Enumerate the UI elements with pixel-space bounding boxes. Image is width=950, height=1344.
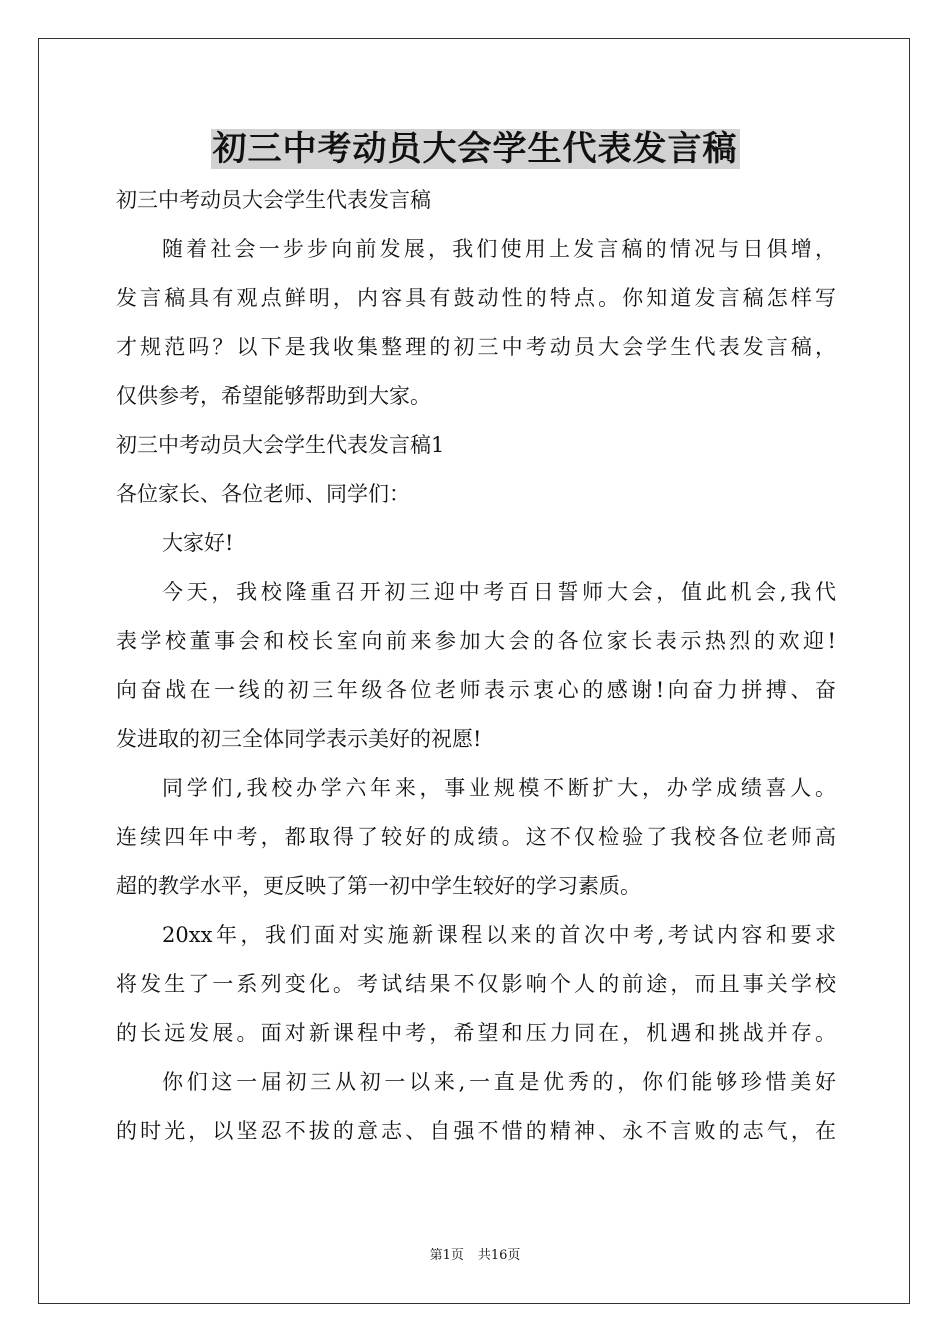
page-number: 第1页 <box>429 1248 464 1263</box>
paragraph-line: 表学校董事会和校长室向前来参加大会的各位家长表示热烈的欢迎! <box>116 629 836 653</box>
subtitle-line: 初三中考动员大会学生代表发言稿 <box>116 188 431 212</box>
paragraph-line: 连续四年中考，都取得了较好的成绩。这不仅检验了我校各位老师高 <box>116 825 836 849</box>
paragraph-line: 仅供参考，希望能够帮助到大家。 <box>116 384 431 408</box>
paragraph-line: 将发生了一系列变化。考试结果不仅影响个人的前途，而且事关学校 <box>116 972 836 996</box>
paragraph-line: 超的教学水平，更反映了第一初中学生较好的学习素质。 <box>116 874 641 898</box>
paragraph-line: 向奋战在一线的初三年级各位老师表示衷心的感谢!向奋力拼搏、奋 <box>116 678 836 702</box>
document-body <box>116 176 836 1156</box>
paragraph-line: 才规范吗？以下是我收集整理的初三中考动员大会学生代表发言稿， <box>116 335 836 359</box>
document-title <box>0 126 950 172</box>
paragraph-line: 20xx年，我们面对实施新课程以来的首次中考,考试内容和要求 <box>162 923 836 947</box>
paragraph-line: 的时光，以坚忍不拔的意志、自强不惜的精神、永不言败的志气，在 <box>116 1119 836 1143</box>
page-total: 共16页 <box>477 1248 521 1263</box>
section-heading: 初三中考动员大会学生代表发言稿1 <box>116 433 445 457</box>
page-footer <box>0 1246 950 1266</box>
paragraph-line: 你们这一届初三从初一以来,一直是优秀的，你们能够珍惜美好 <box>162 1070 836 1094</box>
salutation-line: 各位家长、各位老师、同学们： <box>116 482 410 506</box>
paragraph-line: 今天，我校隆重召开初三迎中考百日誓师大会，值此机会,我代 <box>162 580 836 604</box>
paragraph-line: 的长远发展。面对新课程中考，希望和压力同在，机遇和挑战并存。 <box>116 1021 836 1045</box>
paragraph-line: 发言稿具有观点鲜明，内容具有鼓动性的特点。你知道发言稿怎样写 <box>116 286 836 310</box>
document-title-text: 初三中考动员大会学生代表发言稿 <box>212 129 738 169</box>
paragraph-line: 发进取的初三全体同学表示美好的祝愿! <box>116 727 482 751</box>
greeting-line: 大家好! <box>162 531 234 555</box>
paragraph-line: 随着社会一步步向前发展，我们使用上发言稿的情况与日俱增， <box>162 237 836 261</box>
paragraph-line: 同学们,我校办学六年来，事业规模不断扩大，办学成绩喜人。 <box>162 776 836 800</box>
